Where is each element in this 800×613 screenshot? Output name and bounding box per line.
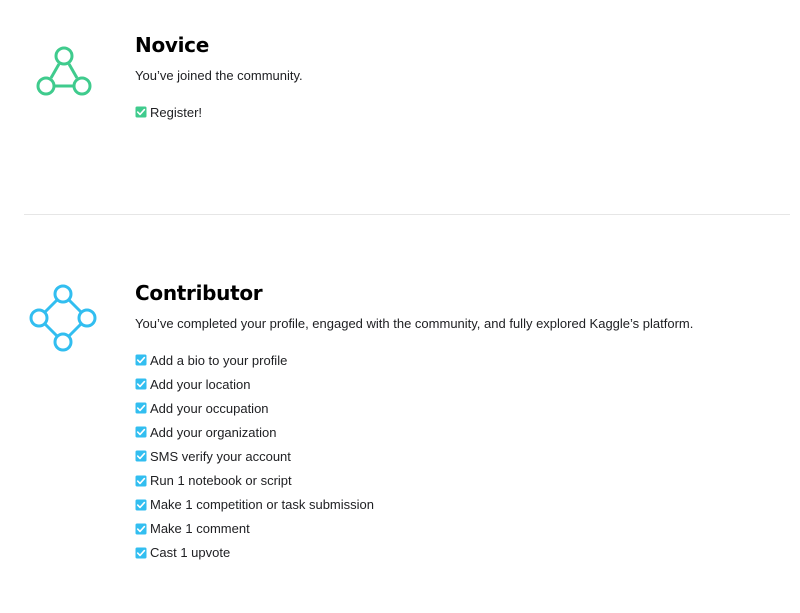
requirement-item <box>135 444 374 468</box>
checkbox-checked-icon <box>135 523 147 535</box>
checkbox-checked-icon <box>135 378 147 390</box>
requirement-label: Add a bio to your profile <box>150 352 288 368</box>
requirement-item <box>135 541 374 565</box>
requirement-item <box>135 493 374 517</box>
requirement-label: Add your location <box>150 376 251 392</box>
checkbox-checked-icon <box>135 106 147 118</box>
requirement-item <box>135 372 374 396</box>
checkbox-checked-icon <box>135 499 147 511</box>
requirement-label: Make 1 comment <box>150 521 250 537</box>
requirement-label: Add your occupation <box>150 400 269 416</box>
requirement-label: Add your organization <box>150 424 277 440</box>
checkbox-checked-icon <box>135 475 147 487</box>
tier-title: Contributor <box>135 281 263 305</box>
requirement-item <box>135 420 374 444</box>
tier-contributor <box>0 215 800 613</box>
requirement-label: Register! <box>150 104 203 120</box>
checkbox-checked-icon <box>135 450 147 462</box>
tier-description: You’ve completed your profile, engaged with the community, and fully explored Kaggle’s platform. <box>135 316 694 331</box>
triangle-nodes-icon <box>34 44 94 100</box>
checkbox-checked-icon <box>135 547 147 559</box>
requirement-item <box>135 396 374 420</box>
requirement-label: Make 1 competition or task submission <box>150 497 374 513</box>
checkbox-checked-icon <box>135 426 147 438</box>
requirement-item <box>135 348 374 372</box>
checkbox-checked-icon <box>135 354 147 366</box>
checkbox-checked-icon <box>135 402 147 414</box>
tier-title: Novice <box>135 33 209 57</box>
diamond-nodes-icon <box>28 284 98 354</box>
requirement-label: Cast 1 upvote <box>150 545 231 561</box>
requirement-item <box>135 468 374 492</box>
requirement-label: SMS verify your account <box>150 448 291 464</box>
requirement-list <box>135 348 374 565</box>
requirement-label: Run 1 notebook or script <box>150 473 292 489</box>
tier-novice <box>0 0 800 214</box>
requirement-item <box>135 517 374 541</box>
requirement-item <box>135 100 202 124</box>
requirement-list <box>135 100 202 124</box>
tier-description: You’ve joined the community. <box>135 68 303 83</box>
